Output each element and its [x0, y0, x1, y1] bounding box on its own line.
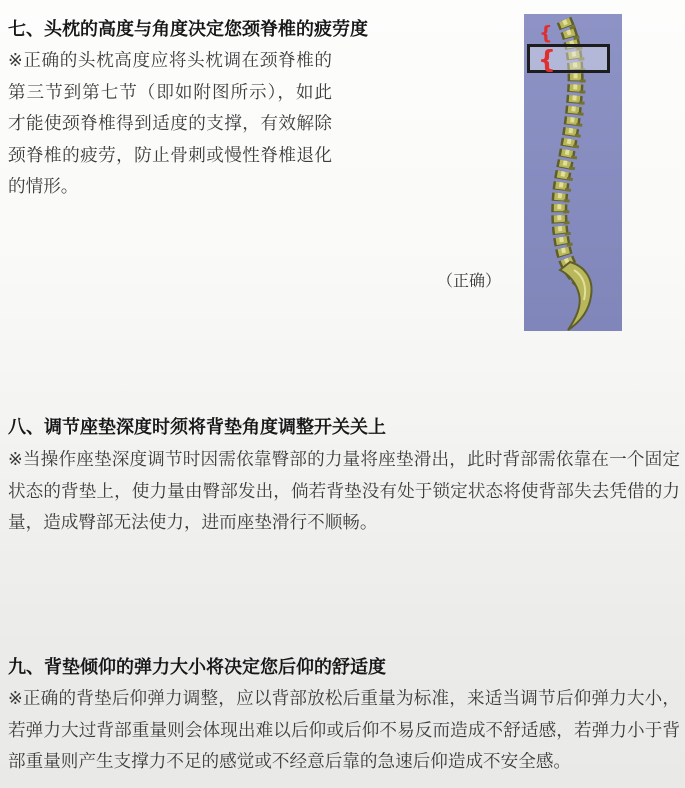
- section-9-body: ※正确的背垫后仰弹力调整，应以背部放松后重量为标准，来适当调节后仰弹力大小，若弹力大过背部重量则会体现出难以后仰或后仰不易反而造成不舒适感，若弹力小于背部重量则产生支撑力不足的感觉或不经意后靠的急速后仰造成不安全感。: [8, 688, 680, 771]
- section-7-body: ※正确的头枕高度应将头枕调在颈脊椎的第三节到第七节（即如附图所示），如此才能使颈脊椎得到适度的支撑，有效解除颈脊椎的疲劳，防止骨刺或慢性脊椎退化的情形。: [8, 50, 332, 196]
- section-8-body: ※当操作座垫深度调节时因需依靠臀部的力量将座垫滑出，此时背部需依靠在一个固定状态的背垫上，使力量由臀部发出，倘若背垫没有处于锁定状态将使背部失去凭借的力量，造成臀部无法使力，进而座垫滑行不顺畅。: [8, 449, 680, 532]
- section-7-title: 七、头枕的高度与角度决定您颈脊椎的疲劳度: [8, 19, 368, 39]
- brace-upper-icon: {: [539, 22, 553, 44]
- section-8-title: 八、调节座垫深度时须将背垫角度调整开关关上: [8, 417, 386, 437]
- section-9-title: 九、背垫倾仰的弹力大小将决定您后仰的舒适度: [8, 657, 386, 677]
- spine-figure: [524, 14, 622, 331]
- correct-label: （正确）: [437, 273, 502, 290]
- brace-lower-icon: {: [538, 45, 556, 74]
